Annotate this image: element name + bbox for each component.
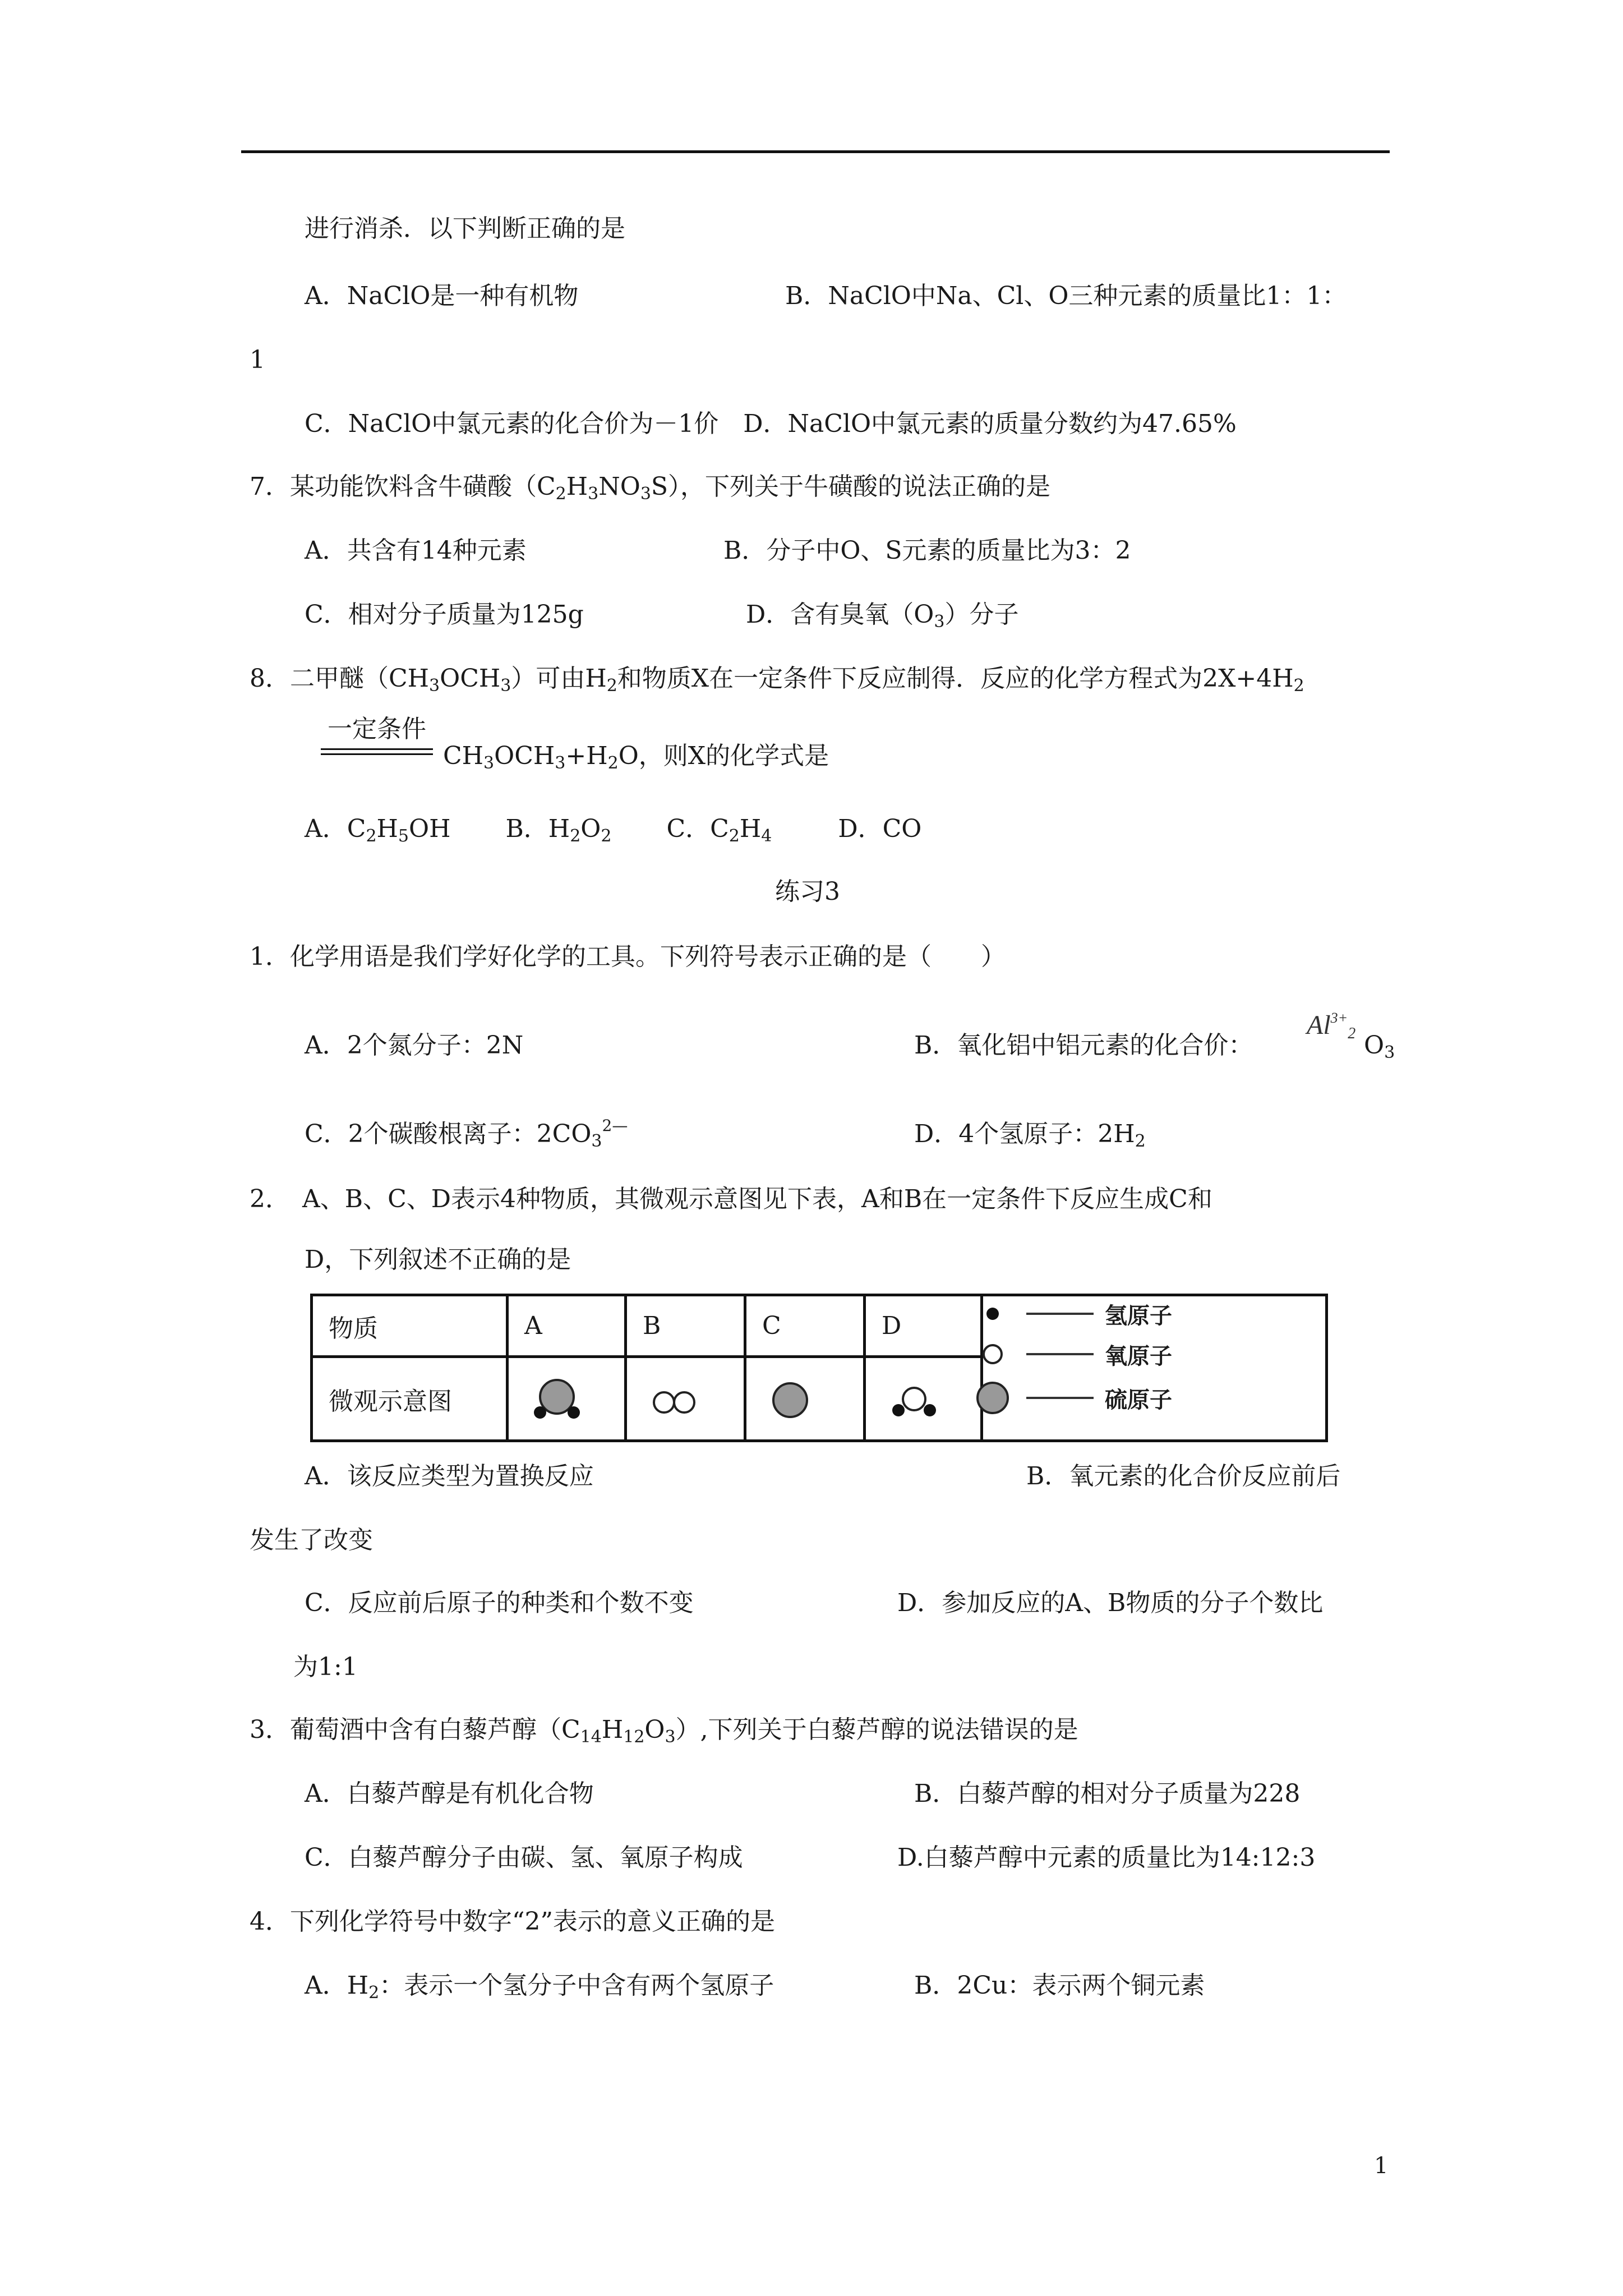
option-b: B．氧化铝中铝元素的化合价： — [914, 1031, 1253, 1060]
molecule-b-icon — [626, 1357, 745, 1441]
text-line: 进行消杀．以下判断正确的是 — [305, 214, 625, 243]
aluminium-valence-symbol: $Al^{3+}_2$ — [1307, 1010, 1356, 1042]
practice-q2: 2． A、B、C、D表示4种物质，其微观示意图见下表，A和B在一定条件下反应生成C和 — [250, 1185, 1212, 1213]
option-a: A．该反应类型为置换反应 — [305, 1462, 594, 1490]
option-c: C．反应前后原子的种类和个数不变 — [305, 1589, 694, 1617]
option-b: B．氧元素的化合价反应前后 — [1026, 1462, 1341, 1490]
option-b-cont: 1 — [250, 346, 265, 374]
option-a: A．NaClO是一种有机物 — [305, 282, 579, 310]
option-d-cont: 为1:1 — [293, 1653, 358, 1681]
table-row-label: 微观示意图 — [312, 1357, 508, 1441]
equals-sign — [321, 748, 433, 755]
reaction-condition: 一定条件 — [321, 714, 433, 755]
table-header-c: C — [745, 1295, 865, 1357]
practice-q4: 4．下列化学符号中数字“2”表示的意义正确的是 — [250, 1907, 775, 1936]
table-header-d: D — [865, 1295, 982, 1357]
option-b: B．2Cu：表示两个铜元素 — [914, 1971, 1205, 2000]
question-8-options: A．$C_2H_5OH$ B．$H_2O_2$ C．$C_2H_4$ D．CO — [305, 815, 922, 846]
legend-sulfur: 硫原子 — [976, 1381, 1172, 1415]
sulfur-atom-icon — [976, 1382, 1009, 1414]
option-c: C．相对分子质量为125g — [305, 600, 584, 629]
practice-q1: 1．化学用语是我们学好化学的工具。下列符号表示正确的是（ ） — [250, 942, 1006, 971]
practice-q2-cont: D，下列叙述不正确的是 — [305, 1245, 571, 1274]
section-title: 练习3 — [775, 877, 840, 906]
option-c: C．2个碳酸根离子：$2CO_3^{2—}$ — [305, 1116, 628, 1151]
option-a: A．共含有14种元素 — [305, 536, 527, 565]
option-b: B．NaClO中Na、Cl、O三种元素的质量比1：1： — [785, 282, 1347, 310]
question-8: 8．二甲醚$(CH_3OCH_3)$可由$H_2$和物质X在一定条件下反应制得．反应的化学方程式为$2X+4H_2$ — [250, 664, 1304, 696]
table-header-b: B — [626, 1295, 745, 1357]
molecule-c-icon — [745, 1357, 865, 1441]
option-a: A．2个氮分子：2N — [305, 1031, 524, 1060]
molecule-a-icon — [508, 1357, 626, 1441]
option-d: D．参加反应的A、B物质的分子个数比 — [897, 1589, 1324, 1617]
atom-legend — [976, 1297, 1312, 1437]
oxygen-three: $O_3$ — [1364, 1031, 1395, 1062]
hydrogen-atom-icon — [986, 1308, 999, 1320]
option-cd: C．NaClO中氯元素的化合价为－1价 D．NaClO中氯元素的质量分数约为47.65% — [305, 409, 1237, 438]
oxygen-atom-icon — [983, 1344, 1003, 1364]
option-d: D．含有臭氧$(O_3)$分子 — [746, 600, 1019, 632]
legend-hydrogen: 氢原子 — [976, 1297, 1172, 1331]
question-7: 7．某功能饮料含牛磺酸$(C_2H_3NO_3S)$，下列关于牛磺酸的说法正确的是 — [250, 472, 1051, 504]
option-b-cont: 发生了改变 — [250, 1526, 373, 1554]
option-a: A．白藜芦醇是有机化合物 — [305, 1779, 594, 1808]
molecule-d-icon — [865, 1357, 982, 1441]
option-b: B．白藜芦醇的相对分子质量为228 — [914, 1779, 1301, 1808]
legend-oxygen: 氧原子 — [976, 1337, 1172, 1371]
page-number: 1 — [1374, 2153, 1389, 2179]
option-d: D.白藜芦醇中元素的质量比为14:12:3 — [897, 1843, 1316, 1872]
equation-cont: $CH_3OCH_3+H_2O$，则X的化学式是 — [443, 742, 829, 773]
option-d: D．4个氢原子：$2H_2$ — [914, 1120, 1146, 1151]
table-header-a: A — [508, 1295, 626, 1357]
option-c: C．白藜芦醇分子由碳、氢、氧原子构成 — [305, 1843, 743, 1872]
table-header-substance: 物质 — [312, 1295, 508, 1357]
option-b: B．分子中O、S元素的质量比为3：2 — [723, 536, 1131, 565]
option-a: A．$H_2$：表示一个氢分子中含有两个氢原子 — [305, 1971, 774, 2003]
header-rule — [241, 150, 1390, 153]
practice-q3: 3．葡萄酒中含有白藜芦醇$(C_{14}H_{12}O_3)$,下列关于白藜芦醇的说法错误的是 — [250, 1715, 1078, 1747]
